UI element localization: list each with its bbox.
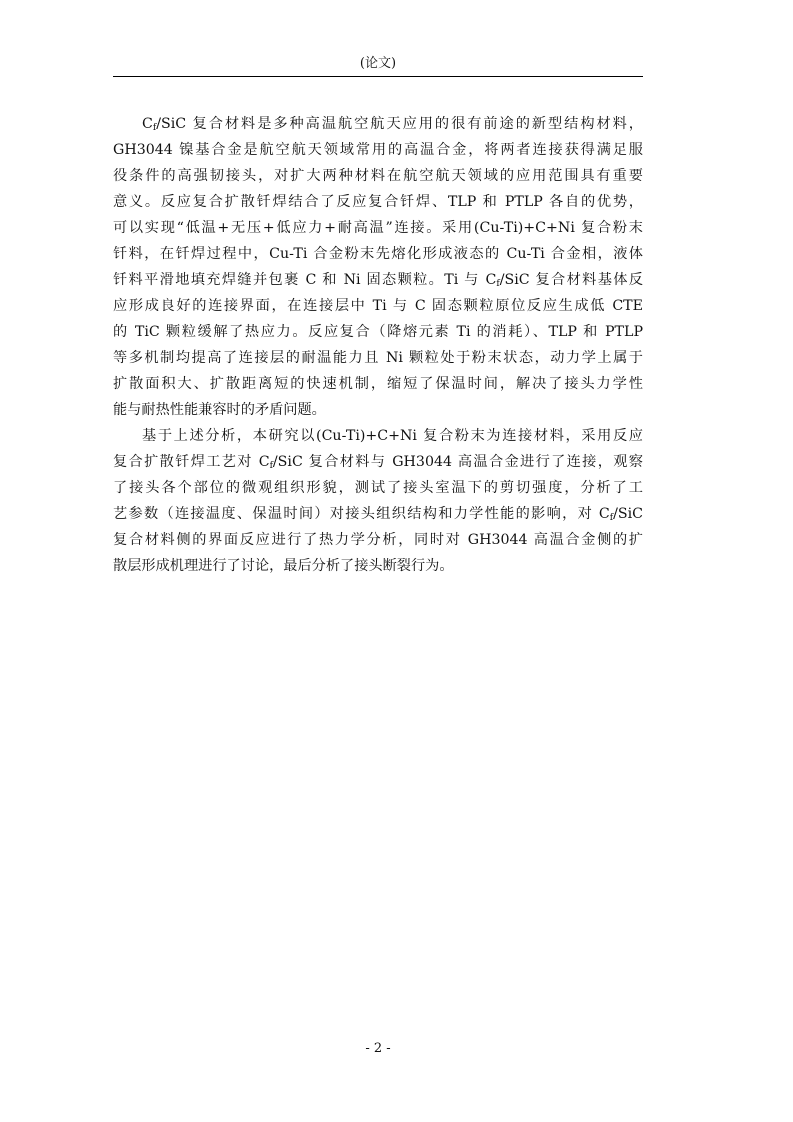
paragraph-line bbox=[113, 501, 643, 527]
paragraph-text: /SiC 复合材料基体反 bbox=[499, 272, 643, 288]
paragraph-text: C bbox=[142, 116, 153, 132]
paragraph-text: 能与耐热性能兼容时的矛盾问题。 bbox=[113, 402, 326, 418]
paragraph-text: /SiC 复合材料是多种高温航空航天应用的很有前途的新型结构材料， bbox=[156, 116, 643, 132]
paragraph-line bbox=[113, 423, 643, 449]
paragraph-text: /SiC 复合材料与 GH3044 高温合金进行了连接，观察 bbox=[272, 454, 643, 470]
paragraph-line bbox=[113, 137, 643, 163]
paragraph-text: 应形成良好的连接界面，在连接层中 Ti 与 C 固态颗粒原位反应生成低 CTE bbox=[113, 298, 643, 314]
paragraph-line bbox=[113, 241, 643, 267]
paragraph-line bbox=[113, 267, 643, 293]
paragraph-line bbox=[113, 449, 643, 475]
paragraph-line bbox=[113, 319, 643, 345]
paragraph-text: 钎料，在钎焊过程中，Cu-Ti 合金粉末先熔化形成液态的 Cu-Ti 合金相，液体 bbox=[113, 246, 643, 262]
paragraph-line bbox=[113, 163, 643, 189]
paragraph-line bbox=[113, 553, 643, 579]
paragraph-text: 等多机制均提高了连接层的耐温能力且 Ni 颗粒处于粉末状态，动力学上属于 bbox=[113, 350, 643, 366]
page-number: - 2 - bbox=[365, 1041, 391, 1056]
paragraph-text: 复合扩散钎焊工艺对 C bbox=[113, 454, 270, 470]
header-divider bbox=[113, 76, 643, 77]
paragraph-text: 基于上述分析，本研究以(Cu-Ti)+C+Ni 复合粉末为连接材料，采用反应 bbox=[142, 428, 643, 444]
subscript-text: f bbox=[496, 279, 500, 289]
paragraph-text: 的 TiC 颗粒缓解了热应力。反应复合（降熔元素 Ti 的消耗）、TLP 和 PTLP bbox=[113, 324, 643, 340]
paragraph-text: 散层形成机理进行了讨论，最后分析了接头断裂行为。 bbox=[113, 558, 454, 574]
subscript-text: f bbox=[269, 461, 273, 471]
paragraph-line bbox=[113, 111, 643, 137]
paragraph-text: 钎料平滑地填充焊缝并包裹 C 和 Ni 固态颗粒。Ti 与 C bbox=[113, 272, 497, 288]
paragraph-text: GH3044 镍基合金是航空航天领域常用的高温合金，将两者连接获得满足服 bbox=[113, 142, 643, 158]
paragraph-text: 意义。反应复合扩散钎焊结合了反应复合钎焊、TLP 和 PTLP 各自的优势， bbox=[113, 194, 643, 210]
paragraph-text: 复合材料侧的界面反应进行了热力学分析，同时对 GH3044 高温合金侧的扩 bbox=[113, 532, 643, 548]
paragraph-text: 扩散面积大、扩散距离短的快速机制，缩短了保温时间，解决了接头力学性 bbox=[113, 376, 643, 392]
page-header-title: (论文) bbox=[359, 56, 397, 71]
paragraph-line bbox=[113, 397, 643, 423]
subscript-text: f bbox=[152, 123, 157, 133]
paragraph-line bbox=[113, 527, 643, 553]
subscript-text: f bbox=[609, 513, 614, 523]
paragraph-text: /SiC bbox=[613, 506, 643, 522]
paragraph-line bbox=[113, 371, 643, 397]
paragraph-text: 了接头各个部位的微观组织形貌，测试了接头室温下的剪切强度，分析了工 bbox=[113, 480, 643, 496]
paragraph-line bbox=[113, 293, 643, 319]
paragraph-text: 役条件的高强韧接头，对扩大两种材料在航空航天领域的应用范围具有重要 bbox=[113, 168, 643, 184]
body-text bbox=[113, 111, 643, 579]
paragraph-line bbox=[113, 215, 643, 241]
paragraph-text: 可以实现“低温+无压+低应力+耐高温”连接。采用(Cu-Ti)+C+Ni 复合粉末 bbox=[113, 220, 643, 236]
paragraph-text: 艺参数（连接温度、保温时间）对接头组织结构和力学性能的影响，对 C bbox=[113, 506, 610, 522]
paragraph-line bbox=[113, 189, 643, 215]
paragraph-line bbox=[113, 345, 643, 371]
paragraph-line bbox=[113, 475, 643, 501]
